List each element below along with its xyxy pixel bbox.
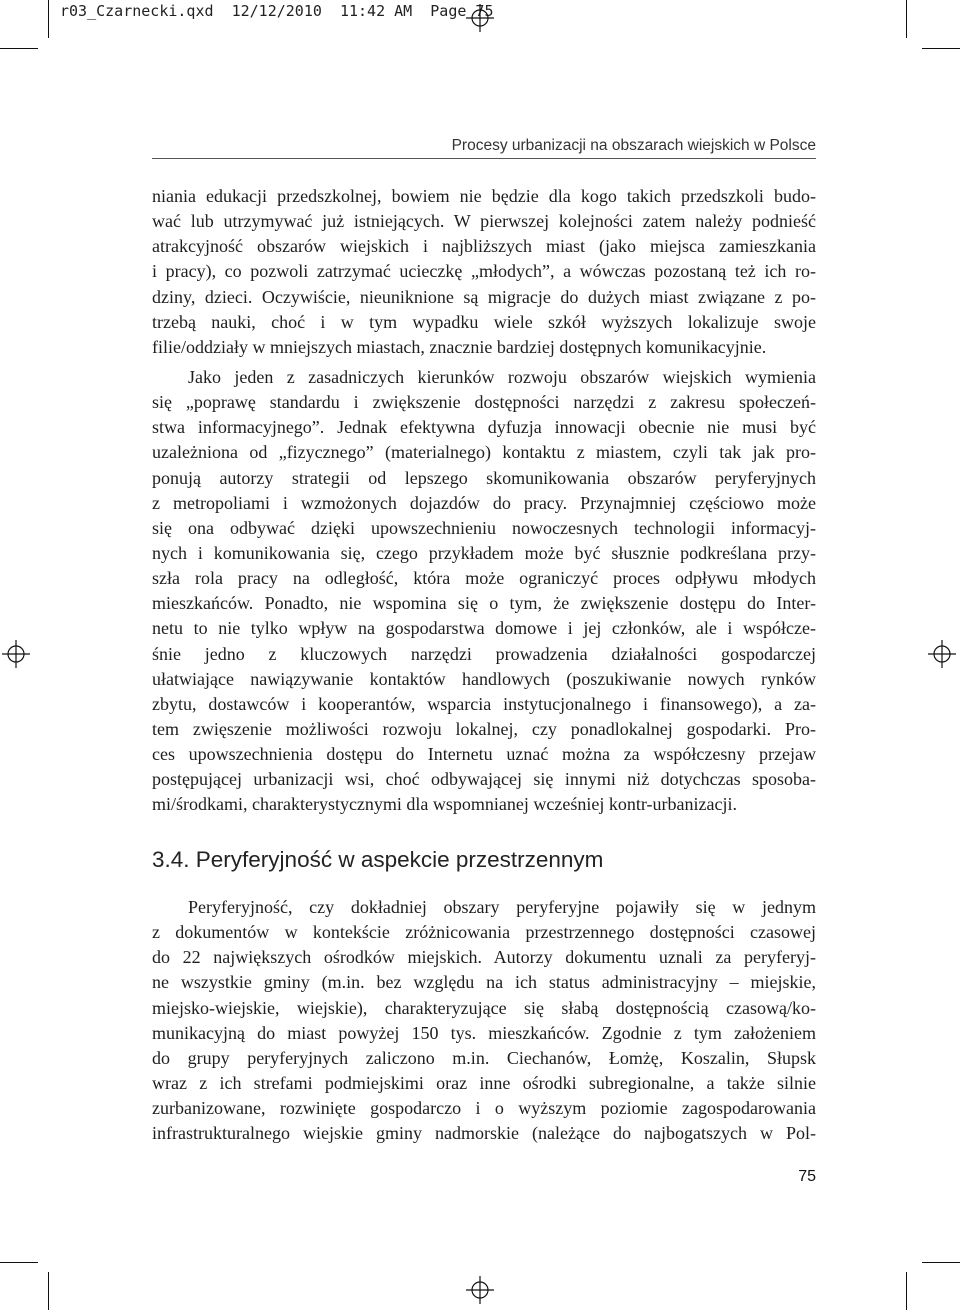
text-line: do 22 największych ośrodków miejskich. Autorzy dokumentu uznali za peryferyj- (152, 947, 816, 968)
text-line: ces upowszechnienia dostępu do Internetu uznać można za współczesny przejaw (152, 744, 816, 765)
text-line: nych i komunikowania się, czego przykładem może być słusznie podkreślana przy- (152, 542, 816, 563)
text-line: z dokumentów w kontekście zróżnicowania przestrzennego dostępności czasowej (152, 922, 816, 943)
text-line: dziny, dzieci. Oczywiście, nieuniknione są migracje do dużych miast związane z po- (152, 286, 816, 307)
text-line: tem zwięszenie możliwości rozwoju lokalnej, czy ponadlokalnej gospodarki. Pro- (152, 718, 816, 739)
text-line: i pracy), co pozwoli zatrzymać ucieczkę „młodych”, a wówczas pozostaną też ich ro- (152, 261, 816, 282)
crop-mark-bottom-left-horizontal (0, 1262, 38, 1263)
text-line: się „poprawę standardu i zwiększenie dostępności narzędzi z zakresu społeczeń- (152, 392, 816, 413)
running-head-rule (152, 158, 816, 159)
section-heading: 3.4. Peryferyjność w aspekcie przestrzennym (152, 847, 604, 872)
crop-mark-top-right-vertical (906, 0, 907, 38)
crop-mark-bottom-right-vertical (906, 1272, 907, 1310)
registration-mark-left-icon (2, 640, 30, 668)
text-line: filie/oddziały w mniejszych miastach, znacznie bardziej dostępnych komunikacyjnie. (152, 336, 767, 357)
text-line: z metropoliami i wzmożonych dojazdów do pracy. Przynajmniej częściowo może (152, 492, 816, 513)
text-line: Peryferyjność, czy dokładniej obszary peryferyjne pojawiły się w jednym (188, 897, 816, 917)
paragraph-peripherality (152, 895, 816, 1146)
crop-mark-bottom-right-horizontal (922, 1262, 960, 1263)
running-head: Procesy urbanizacji na obszarach wiejskich w Polsce (451, 137, 816, 154)
crop-mark-bottom-left-vertical (48, 1272, 49, 1310)
registration-mark-top-icon (466, 4, 494, 32)
text-line: szła rola pracy na odległość, która może ograniczyć proces odpływu młodych (152, 568, 816, 589)
text-line: ponują autorzy strategii od lepszego skomunikowania obszarów peryferyjnych (152, 467, 816, 488)
paragraph-continued (152, 184, 816, 360)
text-line: ne wszystkie gminy (m.in. bez względu na ich status administracyjny – miejskie, (152, 972, 816, 993)
crop-mark-top-right-horizontal (922, 48, 960, 49)
text-line: mieszkańców. Ponadto, nie wspomina się o tym, że zwiększenie dostępu do Inter- (152, 593, 816, 614)
text-line: śnie jedno z kluczowych narzędzi prowadzenia działalności gospodarczej (152, 643, 816, 664)
crop-mark-top-left-vertical (48, 0, 49, 38)
text-line: postępującej urbanizacji wsi, choć odbywającej się innymi niż dotychczas sposoba- (152, 769, 816, 790)
crop-mark-top-left-horizontal (0, 48, 38, 49)
paragraph-development-directions (152, 365, 816, 818)
text-line: trzebą nauki, choć i w tym wypadku wiele szkół wyższych lokalizuje swoje (152, 311, 816, 332)
text-line: wać lub utrzymywać już istniejących. W pierwszej kolejności zatem należy podnieść (152, 211, 816, 232)
text-line: netu to nie tylko wpływ na gospodarstwa domowe i jej członków, ale i współcze- (152, 618, 816, 639)
text-line: do grupy peryferyjnych zaliczono m.in. Ciechanów, Łomżę, Koszalin, Słupsk (152, 1047, 816, 1068)
text-line: wraz z ich strefami podmiejskimi oraz inne ośrodki subregionalne, a także silnie (152, 1072, 816, 1093)
text-line: mi/środkami, charakterystycznymi dla wspomnianej wcześniej kontr-urbanizacji. (152, 794, 737, 815)
text-line: zbytu, dostawców i kooperantów, wsparcia instytucjonalnego i finansowego), a za- (152, 693, 816, 714)
text-line: zurbanizowane, rozwinięte gospodarczo i o wyższym poziomie zagospodarowania (152, 1098, 816, 1119)
registration-mark-bottom-icon (466, 1276, 494, 1304)
page-number: 75 (798, 1168, 816, 1185)
text-line: niania edukacji przedszkolnej, bowiem nie będzie dla kogo takich przedszkoli budo- (152, 186, 816, 206)
text-line: munikacyjną do miast powyżej 150 tys. mieszkańców. Zgodnie z tym założeniem (152, 1022, 816, 1043)
text-line: stwa informacyjnego”. Jednak efektywna dyfuzja innowacji obecnie nie musi być (152, 417, 816, 438)
registration-mark-right-icon (928, 640, 956, 668)
text-line: uzależniona od „fizycznego” (materialnego) kontaktu z miastem, czyli tak jak pro- (152, 442, 816, 463)
text-line: Jako jeden z zasadniczych kierunków rozwoju obszarów wiejskich wymienia (188, 367, 816, 387)
printer-slug: r03_Czarnecki.qxd 12/12/2010 11:42 AM Page 75 (60, 2, 494, 20)
text-line: atrakcyjność obszarów wiejskich i najbliższych miast (jako miejsca zamieszkania (152, 236, 816, 257)
text-line: miejsko-wiejskie, wiejskie), charakteryzujące się słabą dostępnością czasową/ko- (152, 997, 816, 1018)
text-line: ułatwiające nawiązywanie kontaktów handlowych (poszukiwanie nowych rynków (152, 668, 816, 689)
text-line: się ona odbywać dzięki upowszechnieniu nowoczesnych technologii informacyj- (152, 517, 816, 538)
text-line: infrastrukturalnego wiejskie gminy nadmorskie (należące do najbogatszych w Pol- (152, 1123, 816, 1144)
